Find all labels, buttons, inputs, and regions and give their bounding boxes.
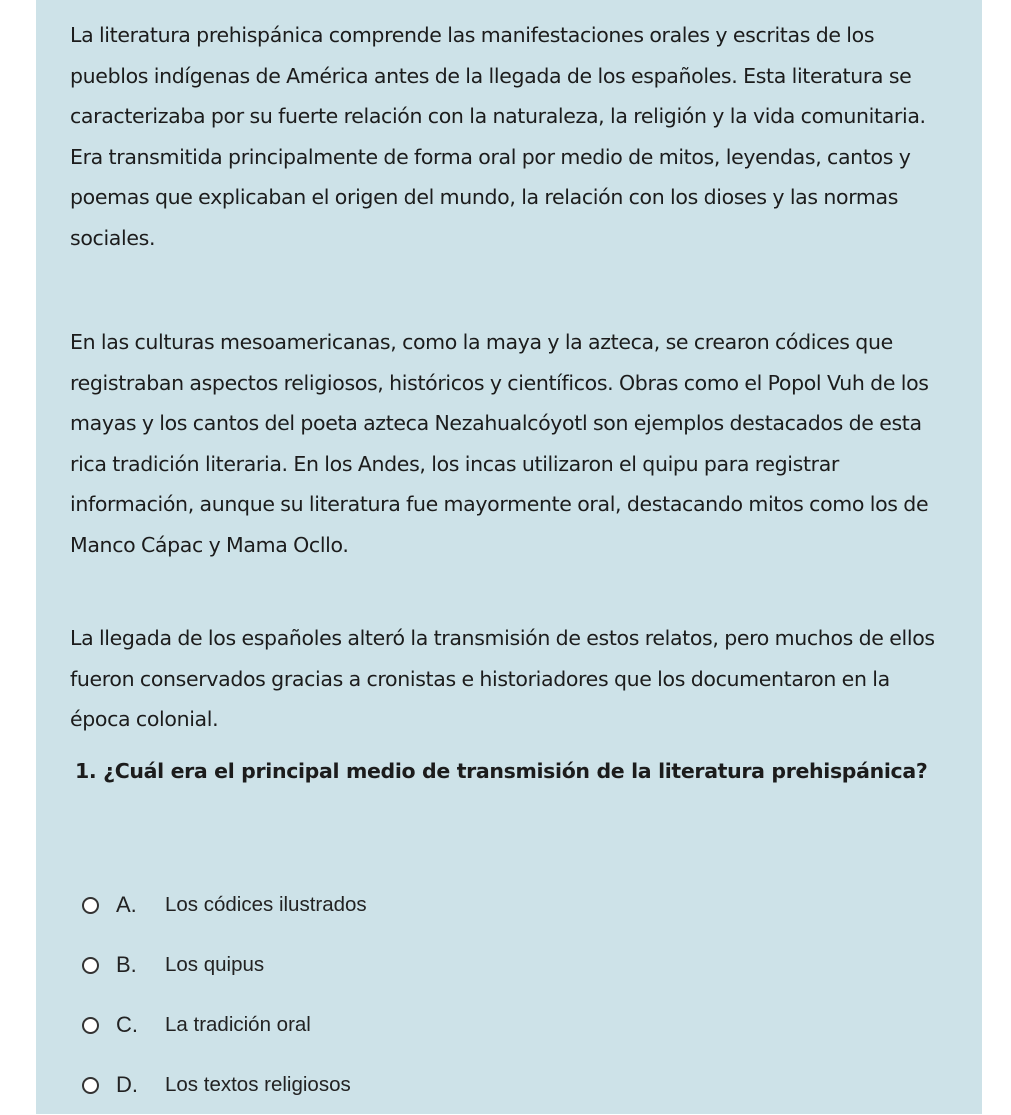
passage-paragraph-1: La literatura prehispánica comprende las manifestaciones orales y escritas de los pueblos indígenas de América antes de la llegada de los españoles. Esta literatura se caracterizaba por su fuerte relación con la naturaleza, la religión y la vida comunitaria. Era transmitida principalmente de forma oral por medio de mitos, leyendas, cantos y poemas que explicaban el origen del mundo, la relación con los dioses y las normas sociales. [70, 23, 926, 250]
option-letter: A. [116, 892, 137, 917]
option-label: Los códices ilustrados [165, 893, 367, 916]
question-text: ¿Cuál era el principal medio de transmisión de la literatura prehispánica? [103, 759, 928, 783]
passage-paragraph-3: La llegada de los españoles alteró la transmisión de estos relatos, pero muchos de ellos fueron conservados gracias a cronistas e historiadores que los documentaron en la época colonial. [70, 626, 935, 731]
option-letter: D. [116, 1072, 138, 1097]
answer-options [82, 875, 367, 1115]
option-label: Los quipus [165, 953, 265, 976]
option-b[interactable] [82, 935, 367, 995]
option-c[interactable] [82, 995, 367, 1055]
radio-button-d[interactable] [82, 1077, 99, 1094]
radio-button-c[interactable] [82, 1017, 99, 1034]
question-number: 1. [75, 759, 97, 783]
question-1 [70, 751, 930, 792]
option-d[interactable] [82, 1055, 367, 1115]
option-label: La tradición oral [165, 1013, 311, 1036]
radio-button-b[interactable] [82, 957, 99, 974]
option-a[interactable] [82, 875, 367, 935]
option-letter: C. [116, 1012, 138, 1037]
option-label: Los textos religiosos [165, 1073, 351, 1096]
option-letter: B. [116, 952, 137, 977]
radio-button-a[interactable] [82, 897, 99, 914]
passage-paragraph-2: En las culturas mesoamericanas, como la maya y la azteca, se crearon códices que registraban aspectos religiosos, históricos y científicos. Obras como el Popol Vuh de los mayas y los cantos del poeta azteca Nezahualcóyotl son ejemplos destacados de esta rica tradición literaria. En los Andes, los incas utilizaron el quipu para registrar información, aunque su literatura fue mayormente oral, destacando mitos como los de Manco Cápac y Mama Ocllo. [70, 330, 929, 557]
